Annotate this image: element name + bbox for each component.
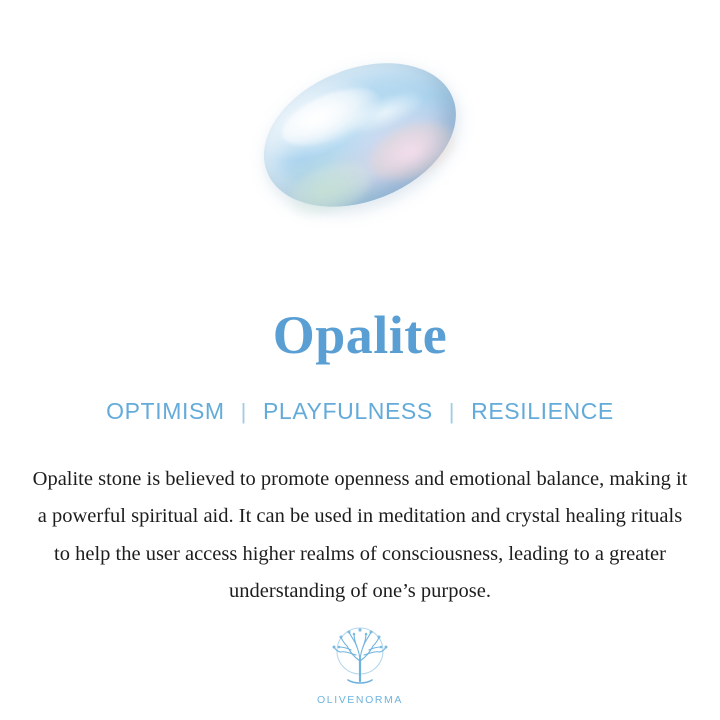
tree-of-life-icon [323,625,397,691]
keyword-playfulness: PLAYFULNESS [262,398,433,424]
brand-logo [0,625,720,706]
keyword-separator-2: | [448,398,456,424]
keyword-resilience: RESILIENCE [471,398,614,424]
keyword-list [104,398,616,425]
page-title: Opalite [272,305,448,365]
opalite-stone-image [243,36,478,233]
keyword-separator-1: | [240,398,247,424]
stone-image-area [0,0,720,270]
description-text: Opalite stone is believed to promote openness and emotional balance, making it a powerful spiritual aid. It can be used in meditation and crystal healing rituals to help the user access higher realms of consciousness, leading to a greater understanding of one’s purpose. [32,468,688,602]
brand-name: OLIVENORMA [316,694,403,706]
keyword-optimism: OPTIMISM [106,398,225,424]
